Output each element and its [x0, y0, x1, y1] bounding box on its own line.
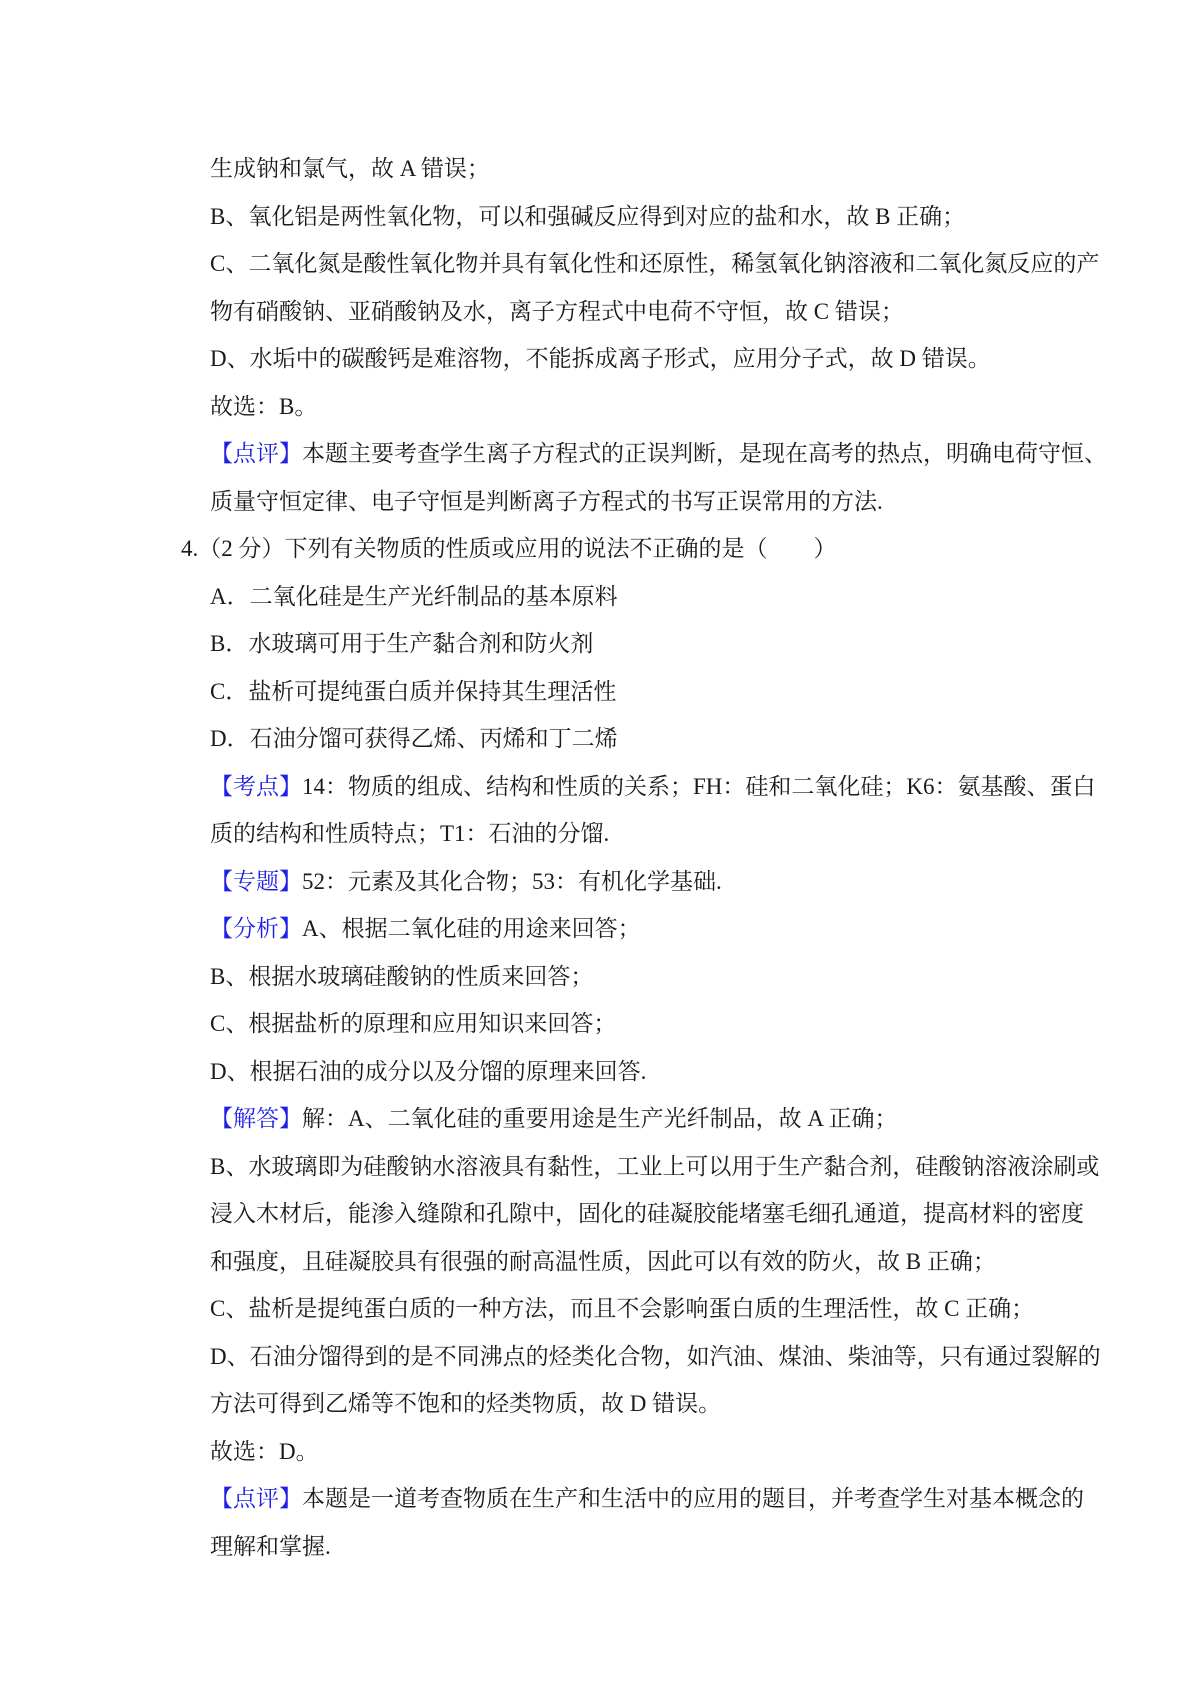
line-text: 本题是一道考查物质在生产和生活中的应用的题目，并考查学生对基本概念的: [302, 1486, 1084, 1511]
text-line: [210, 1285, 1035, 1333]
text-line: [210, 763, 1096, 811]
text-line: [210, 1095, 1028, 1143]
text-line: [210, 1190, 1084, 1238]
text-line: [210, 478, 1028, 526]
line-text: 方法可得到乙烯等不饱和的烃类物质，故 D 错误。: [210, 1391, 722, 1416]
text-line: [210, 620, 1028, 668]
section-label: 【专题】: [210, 868, 302, 894]
text-line: [210, 573, 1028, 621]
line-text: 4.（2 分）下列有关物质的性质或应用的说法不正确的是（ ）: [181, 536, 837, 561]
text-line: [210, 1238, 1028, 1286]
section-label: 【点评】: [210, 1486, 302, 1511]
text-line: [210, 715, 1028, 763]
line-text: 和强度，且硅凝胶具有很强的耐高温性质，因此可以有效的防火，故 B 正确；: [210, 1248, 996, 1274]
line-text: 理解和掌握.: [210, 1533, 331, 1559]
line-text: 解：A、二氧化硅的重要用途是生产光纤制品，故 A 正确；: [302, 1106, 898, 1131]
text-line: [210, 810, 1028, 858]
text-line: [210, 1143, 1100, 1191]
line-text: 14：物质的组成、结构和性质的关系；FH：硅和二氧化硅；K6：氨基酸、蛋白: [302, 773, 1096, 799]
line-text: 浸入木材后，能渗入缝隙和孔隙中，固化的硅凝胶能堵塞毛细孔通道，提高材料的密度: [210, 1201, 1084, 1226]
text-line: [210, 1428, 1028, 1476]
line-text: B、根据水玻璃硅酸钠的性质来回答；: [210, 963, 594, 989]
text-line: [210, 145, 1028, 193]
section-label: 【分析】: [210, 916, 302, 941]
text-line: [210, 288, 1028, 336]
line-text: 52：元素及其化合物；53：有机化学基础.: [302, 868, 722, 894]
line-text: 质的结构和性质特点；T1：石油的分馏.: [210, 821, 610, 846]
text-line: [210, 668, 1028, 716]
line-text: 故选：D。: [210, 1438, 319, 1464]
line-text: D．石油分馏可获得乙烯、丙烯和丁二烯: [210, 726, 618, 751]
line-text: 质量守恒定律、电子守恒是判断离子方程式的书写正误常用的方法.: [210, 488, 883, 514]
line-text: 本题主要考查学生离子方程式的正误判断，是现在高考的热点，明确电荷守恒、: [302, 441, 1107, 466]
text-line: [210, 1523, 1028, 1571]
line-text: C．盐析可提纯蛋白质并保持其生理活性: [210, 678, 617, 704]
text-line: [210, 905, 1028, 953]
line-text: B、水玻璃即为硅酸钠水溶液具有黏性，工业上可以用于生产黏合剂，硅酸钠溶液涂刷或: [210, 1153, 1100, 1179]
line-text: 故选：B。: [210, 393, 318, 419]
line-text: C、二氧化氮是酸性氧化物并具有氧化性和还原性，稀氢氧化钠溶液和二氧化氮反应的产: [210, 251, 1100, 276]
line-text: C、根据盐析的原理和应用知识来回答；: [210, 1011, 617, 1036]
line-text: 物有硝酸钠、亚硝酸钠及水，离子方程式中电荷不守恒，故 C 错误；: [210, 298, 904, 324]
text-line: [210, 240, 1100, 288]
text-line: [210, 1000, 1028, 1048]
text-line: [210, 858, 1028, 906]
section-label: 【解答】: [210, 1106, 302, 1131]
line-text: B．水玻璃可用于生产黏合剂和防火剂: [210, 631, 594, 656]
line-text: 生成钠和氯气，故 A 错误；: [210, 156, 490, 181]
line-text: A．二氧化硅是生产光纤制品的基本原料: [210, 583, 618, 609]
text-line: [210, 430, 1107, 478]
line-text: A、根据二氧化硅的用途来回答；: [302, 916, 641, 941]
section-label: 【点评】: [210, 441, 302, 466]
line-text: C、盐析是提纯蛋白质的一种方法，而且不会影响蛋白质的生理活性，故 C 正确；: [210, 1296, 1035, 1321]
line-text: B、氧化铝是两性氧化物，可以和强碱反应得到对应的盐和水，故 B 正确；: [210, 203, 966, 229]
text-line: [210, 953, 1028, 1001]
line-text: D、根据石油的成分以及分馏的原理来回答.: [210, 1058, 647, 1084]
line-text: D、石油分馏得到的是不同沸点的烃类化合物，如汽油、煤油、柴油等，只有通过裂解的: [210, 1343, 1101, 1369]
question-line: [181, 525, 1027, 573]
line-text: D、水垢中的碳酸钙是难溶物，不能拆成离子形式，应用分子式，故 D 错误。: [210, 346, 991, 371]
text-line: [210, 1333, 1101, 1381]
text-line: [210, 193, 1028, 241]
text-line: [210, 1048, 1028, 1096]
text-line: [210, 335, 1028, 383]
section-label: 【考点】: [210, 773, 302, 799]
text-line: [210, 383, 1028, 431]
text-line: [210, 1380, 1028, 1428]
text-line: [210, 1475, 1084, 1523]
